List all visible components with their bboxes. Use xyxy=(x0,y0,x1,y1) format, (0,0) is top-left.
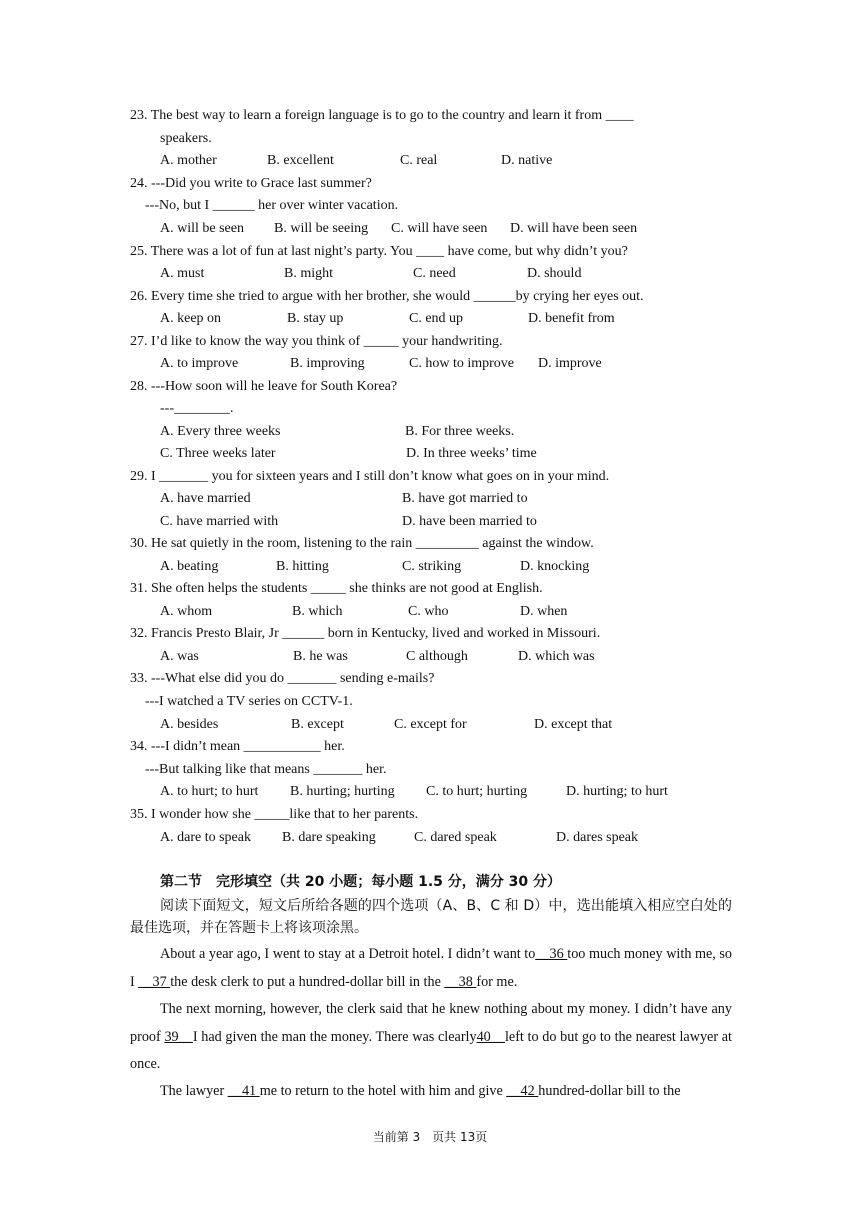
option-b: B. except xyxy=(291,717,344,732)
option-c: C. will have seen xyxy=(391,221,488,236)
blank-38: __38 xyxy=(444,973,477,990)
option-a: A. whom xyxy=(160,604,213,619)
question-26: 26. Every time she tried to argue with her brother, she would ______by crying her eyes out. xyxy=(130,289,644,304)
question-25: 25. There was a lot of fun at last night’s party. You ____ have come, but why didn’t you? xyxy=(130,244,628,259)
option-a: A. to hurt; to hurt xyxy=(160,784,259,799)
question-28-reply: ---________. xyxy=(160,401,234,416)
option-d: D. knocking xyxy=(520,559,590,574)
option-c: C. to hurt; hurting xyxy=(426,784,528,799)
cloze-paragraph-2: The next morning, however, the clerk said that he knew nothing about my money. I didn’t have any proof 39__I had given the man the money. There was clearly40__left to do but go to the nearest lawyer at once. xyxy=(130,1001,733,1072)
option-c: C. dared speak xyxy=(414,830,497,845)
option-b: B. will be seeing xyxy=(274,221,369,236)
option-b: B. excellent xyxy=(267,153,334,168)
option-d: D. except that xyxy=(534,717,613,732)
option-b: B. For three weeks. xyxy=(405,424,515,439)
option-a: A. beating xyxy=(160,559,219,574)
option-a: A. to improve xyxy=(160,356,239,371)
option-d: D. will have been seen xyxy=(510,221,638,236)
option-b: B. hurting; hurting xyxy=(290,784,395,799)
question-23-cont: speakers. xyxy=(160,131,212,146)
question-30: 30. He sat quietly in the room, listening to the rain _________ against the window. xyxy=(130,536,594,551)
option-a: A. have married xyxy=(160,491,251,506)
question-23: 23. The best way to learn a foreign language is to go to the country and learn it from ____ xyxy=(130,108,634,123)
option-b: B. hitting xyxy=(276,559,329,574)
question-34: 34. ---I didn’t mean ___________ her. xyxy=(130,739,345,754)
option-d: D. improve xyxy=(538,356,602,371)
blank-36: __36 xyxy=(535,946,568,962)
question-35: 35. I wonder how she _____like that to her parents. xyxy=(130,807,419,822)
option-b: B. improving xyxy=(290,356,365,371)
option-c: C. real xyxy=(400,153,438,168)
section-instruction: 阅读下面短文，短文后所给各题的四个选项（A、B、C 和 D）中，选出能填入相应空白处的最佳选项，并在答题卡上将该项涂黑。 xyxy=(130,898,732,936)
option-c: C. except for xyxy=(394,717,467,732)
option-c: C although xyxy=(406,649,468,664)
blank-42: __42 xyxy=(506,1083,539,1099)
question-28: 28. ---How soon will he leave for South Korea? xyxy=(130,379,398,394)
option-a: A. must xyxy=(160,266,205,281)
option-a: A. dare to speak xyxy=(160,830,251,845)
option-d: D. should xyxy=(527,266,582,281)
option-d: D. dares speak xyxy=(556,830,639,845)
option-d: D. have been married to xyxy=(402,514,537,529)
option-a: A. mother xyxy=(160,153,217,168)
option-b: B. stay up xyxy=(287,311,344,326)
option-c: C. striking xyxy=(402,559,462,574)
option-d: D. native xyxy=(501,153,553,168)
option-b: B. have got married to xyxy=(402,491,528,506)
option-c: C. end up xyxy=(409,311,464,326)
question-33-reply: ---I watched a TV series on CCTV-1. xyxy=(145,694,353,709)
question-24: 24. ---Did you write to Grace last summer? xyxy=(130,176,372,191)
option-b: B. dare speaking xyxy=(282,830,376,845)
option-a: A. was xyxy=(160,649,199,664)
option-d: D. when xyxy=(520,604,568,619)
option-b: B. he was xyxy=(293,649,348,664)
question-33: 33. ---What else did you do _______ sending e-mails? xyxy=(130,671,435,686)
option-b: B. might xyxy=(284,266,334,281)
option-a: A. besides xyxy=(160,717,219,732)
option-c: C. how to improve xyxy=(409,356,514,371)
option-b: B. which xyxy=(292,604,343,619)
cloze-paragraph-3: The lawyer __41 me to return to the hotel with him and give __42 hundred-dollar bill to the xyxy=(160,1083,681,1099)
page-footer: 当前第 3 页共 13页 xyxy=(372,1130,488,1144)
option-a: A. Every three weeks xyxy=(160,424,281,439)
option-a: A. will be seen xyxy=(160,221,244,236)
option-d: D. hurting; to hurt xyxy=(566,784,668,799)
option-c: C. Three weeks later xyxy=(160,446,276,461)
blank-39: 39__ xyxy=(164,1028,193,1045)
option-c: C. have married with xyxy=(160,514,279,529)
option-d: D. which was xyxy=(518,649,595,664)
option-c: C. need xyxy=(413,266,456,281)
blank-37: __37 xyxy=(138,973,171,990)
section-heading: 第二节 完形填空（共 20 小题；每小题 1.5 分，满分 30 分） xyxy=(160,874,562,890)
option-a: A. keep on xyxy=(160,311,222,326)
question-34-reply: ---But talking like that means _______ her. xyxy=(145,762,387,777)
blank-41: __41 xyxy=(227,1083,260,1099)
blank-40: 40__ xyxy=(476,1028,505,1045)
option-c: C. who xyxy=(408,604,449,619)
cloze-paragraph-1: About a year ago, I went to stay at a Detroit hotel. I didn’t want to__36 too much money with me, so I __37 the desk clerk to put a hundred-dollar bill in the __38 for me. xyxy=(130,946,733,990)
question-27: 27. I’d like to know the way you think of _____ your handwriting. xyxy=(130,334,503,349)
option-d: D. benefit from xyxy=(528,311,615,326)
question-29: 29. I _______ you for sixteen years and I still don’t know what goes on in your mind. xyxy=(130,469,610,484)
question-31: 31. She often helps the students _____ she thinks are not good at English. xyxy=(130,581,543,596)
option-d: D. In three weeks’ time xyxy=(406,446,537,461)
question-32: 32. Francis Presto Blair, Jr ______ born in Kentucky, lived and worked in Missouri. xyxy=(130,626,601,641)
question-24-reply: ---No, but I ______ her over winter vacation. xyxy=(145,198,399,213)
